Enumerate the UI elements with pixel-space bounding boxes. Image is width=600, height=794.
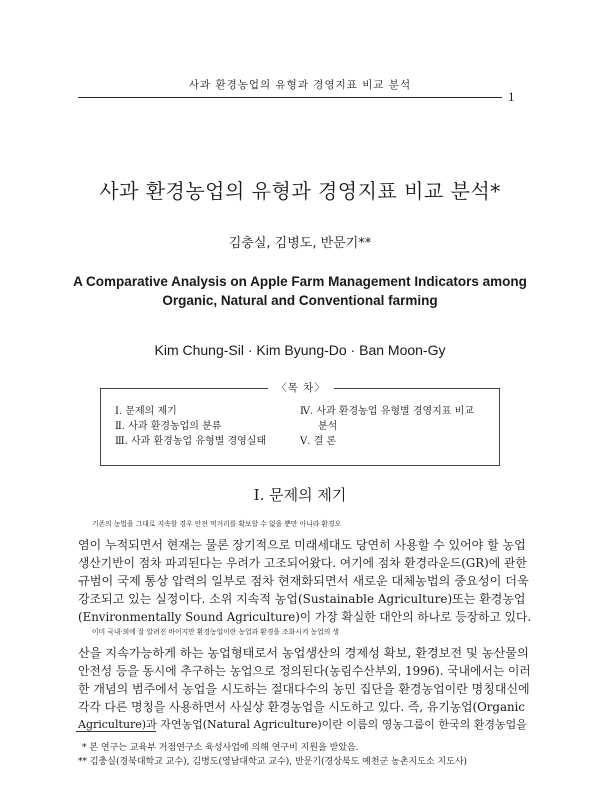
section-heading: Ⅰ. 문제의 제기 <box>253 486 347 504</box>
footnote-rule <box>76 731 156 732</box>
body-line: (Environmentally Sound Agriculture)이 가장 확실한 대안의 하나로 등장하고 있다. <box>78 610 532 624</box>
running-header: 사과 환경농업의 유형과 경영지표 비교 분석 <box>188 79 412 91</box>
paper-title-english-line-2: Organic, Natural and Conventional farming <box>162 293 438 308</box>
body-line: 이미 국내·외에 잘 알려진 바이지만 환경농업이란 농업과 환경을 조화시켜 농업의 생 <box>92 628 340 636</box>
toc-heading: 〈목 차〉 <box>268 380 334 395</box>
body-line: 기존의 농법을 그대로 지속할 경우 안전 먹거리를 확보할 수 없을 뿐만 아니라 환경오 <box>92 520 342 528</box>
body-line: 한 개념의 범주에서 농업을 시도하는 절대다수의 농민 집단을 환경농업이란 명칭대신에 <box>78 682 530 696</box>
authors-english: Kim Chung-Sil · Kim Byung-Do · Ban Moon-Gy <box>154 342 446 358</box>
toc-item: Ⅴ. 결 론 <box>300 436 337 447</box>
toc-item: Ⅳ. 사과 환경농업 유형별 경영지표 비교 <box>300 406 474 417</box>
body-line: 염이 누적되면서 현재는 물론 장기적으로 미래세대도 당연히 사용할 수 있어야 할 농업 <box>78 538 526 552</box>
body-line: 생산기반이 점차 파괴된다는 우려가 고조되어왔다. 여기에 점차 환경라운드(GR)에 관한 <box>78 556 527 570</box>
body-line: 안전성 등을 동시에 추구하는 농업으로 정의된다(농림수산부외, 1996). 국내에서는 이러 <box>78 664 531 678</box>
paper-title-english-line-1: A Comparative Analysis on Apple Farm Management Indicators among <box>73 274 527 289</box>
authors-korean: 김충실, 김병도, 반문기** <box>228 236 372 251</box>
footnote: ** 김충실(경북대학교 교수), 김병도(영남대학교 교수), 반문기(경상북도 예천군 농촌지도소 지도사) <box>78 757 468 767</box>
toc-item: Ⅱ. 사과 환경농업의 분류 <box>115 421 222 432</box>
toc-item: Ⅲ. 사과 환경농업 유형별 경영실태 <box>115 436 267 447</box>
body-line: 규범이 국제 통상 압력의 일부로 점차 현재화되면서 새로운 대체농법의 중요성이 더욱 <box>78 574 529 588</box>
paper-title-korean: 사과 환경농업의 유형과 경영지표 비교 분석* <box>99 179 501 203</box>
body-line: 각각 다른 명칭을 사용하면서 사실상 환경농업을 시도하고 있다. 즉, 유기농업(Organic <box>78 700 525 714</box>
toc-item: 분석 <box>318 421 338 432</box>
header-rule <box>78 97 502 98</box>
body-line: Agriculture)과 자연농업(Natural Agriculture)이란 이름의 영농그룹이 한국의 환경농업을 <box>78 718 527 731</box>
body-line: 산을 지속가능하게 하는 농업형태로서 농업생산의 경제성 확보, 환경보전 및 농산물의 <box>78 646 529 660</box>
page-number: 1 <box>508 89 515 104</box>
footnote: * 본 연구는 교육부 거점연구소 육성사업에 의해 연구비 지원을 받았음. <box>82 743 359 753</box>
body-line: 강조되고 있는 실정이다. 소위 지속적 농업(Sustainable Agriculture)또는 환경농업 <box>78 592 526 606</box>
toc-item: Ⅰ. 문제의 제기 <box>115 406 177 417</box>
